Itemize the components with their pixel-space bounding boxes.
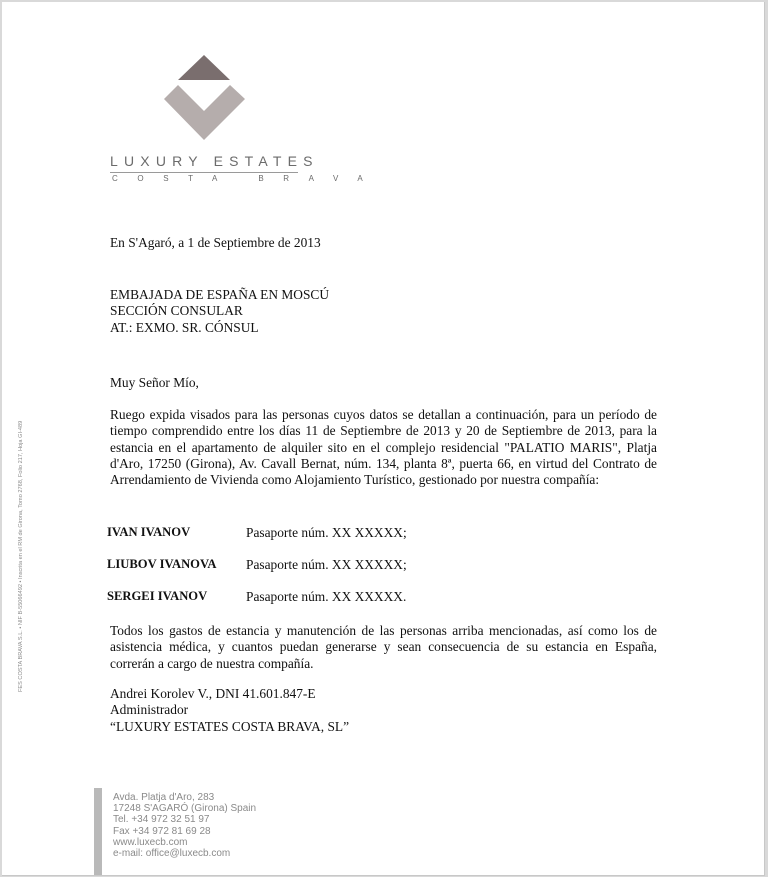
body-paragraph: Ruego expida visados para las personas cuyos datos se detallan a continuación, para un período de tiempo comprendido entre los días 11 de Septiembre de 2013 y 20 de Septiembre de 2013, para la estancia en el apartamento de alquiler sito en el complejo residencial "PALATIO MARIS", Platja d'Aro, 17250 (Girona), Av. Cavall Bernat, núm. 134, planta 8ª, puerta 66, en virtud del Contrato de Arrendamiento de Vivienda como Alojamiento Turístico, gestionado por nuestra compañía: (110, 407, 657, 488)
footer-fax: Fax +34 972 81 69 28 (113, 825, 211, 837)
person-name: LIUBOV IVANOVA (107, 557, 217, 571)
person-passport: Pasaporte núm. XX XXXXX; (246, 525, 407, 540)
signature-line: Administrador (110, 702, 189, 718)
recipient-line: SECCIÓN CONSULAR (110, 303, 243, 319)
brand-divider (110, 172, 298, 173)
person-name: IVAN IVANOV (107, 525, 191, 539)
date-line: En S'Agaró, a 1 de Septiembre de 2013 (110, 235, 321, 250)
footer-website: www.luxecb.com (113, 836, 188, 848)
footer-email: e-mail: office@luxecb.com (113, 848, 231, 860)
legal-side-text: FES COSTA BRAVA S.L. • NIF B-55066492 • Inscrita en el RM de Girona, Tomo 2768, Folio 217, Hoja GI-489 (18, 420, 24, 692)
footer-accent-bar (94, 788, 102, 875)
person-passport: Pasaporte núm. XX XXXXX; (246, 557, 407, 572)
letter-page (2, 2, 765, 876)
recipient-line: AT.: EXMO. SR. CÓNSUL (110, 319, 259, 335)
recipient-line: EMBAJADA DE ESPAÑA EN MOSCÚ (110, 287, 330, 302)
brand-name: LUXURY ESTATES (110, 153, 319, 169)
footer-phone: Tel. +34 972 32 51 97 (113, 814, 210, 826)
brand-subtitle: COSTA BRAVA (112, 174, 383, 183)
footer-contact (113, 792, 256, 859)
recipient-block (110, 287, 329, 336)
footer-address: Avda. Platja d'Aro, 283 (113, 792, 215, 803)
person-passport: Pasaporte núm. XX XXXXX. (246, 589, 407, 604)
signature-line: “LUXURY ESTATES COSTA BRAVA, SL” (110, 718, 350, 734)
person-name: SERGEI IVANOV (107, 589, 208, 603)
costs-paragraph: Todos los gastos de estancia y manutención de las personas arriba mencionadas, así como los de asistencia médica, y cuantos puedan generarse y sean consecuencia de su estancia en España, correrán a cargo de nuestra compañía. (110, 623, 657, 671)
greeting: Muy Señor Mío, (110, 375, 199, 390)
footer-city: 17248 S'AGARÓ (Girona) Spain (113, 803, 257, 815)
signature-line: Andrei Korolev V., DNI 41.601.847-E (110, 686, 316, 701)
signature-block (110, 686, 349, 735)
